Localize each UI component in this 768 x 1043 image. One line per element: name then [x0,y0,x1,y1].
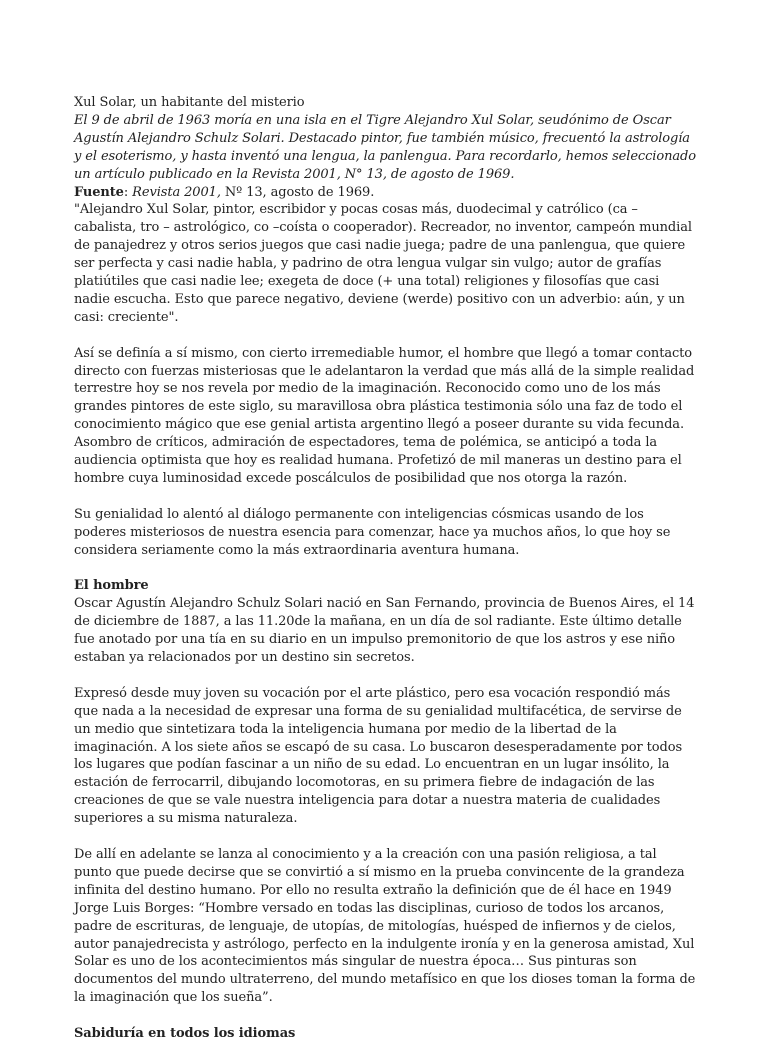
document-body [74,94,698,1043]
section-heading-el-hombre: El hombre [74,578,149,594]
body-paragraph: Así se definía a sí mismo, con cierto irremediable humor, el hombre que llegó a tomar contacto directo con fuerzas misteriosas que le adelantaron la verdad que más allá de la simple realidad terrestre hoy se nos revela por medio de la imaginación. Reconocido como uno de los más grandes pintores de este siglo, su maravillosa obra plástica testimonia sólo una faz de todo el conocimiento mágico que ese genial artista argentino llegó a poseer durante su vida fecunda. Asombro de críticos, admiración de espectadores, tema de polémica, se anticipó a toda la audiencia optimista que hoy es realidad humana. Profetizó de mil maneras un destino para el hombre cuya luminosidad excede poscálculos de posibilidad que nos otorga la razón. [74,345,695,487]
source-separator: : [123,184,133,200]
body-paragraph: Expresó desde muy joven su vocación por el arte plástico, pero esa vocación respondió más que nada a la necesidad de expresar una forma de su genialidad multifacética, de servirse de un medio que sintetizara toda la inteligencia humana por medio de la libertad de la imaginación. A los siete años se escapó de su casa. Lo buscaron desesperadamente por todos los lugares que podían fascinar a un niño de su edad. Lo encuentran en un lugar insólito, la estación de ferrocarril, dibujando locomotoras, en su primera fiebre de indagación de las creaciones de que se vale nuestra inteligencia para dotar a nuestra materia de cualidades superiores a su misma naturaleza. [74,685,683,827]
body-paragraph: Oscar Agustín Alejandro Schulz Solari nació en San Fernando, provincia de Buenos Aires, el 14 de diciembre de 1887, a las 11.20de la mañana, en un día de sol radiante. Este último detalle fue anotado por una tía en su diario en un impulso premonitorio de que los astros y ese niño estaban ya relacionados por un destino sin secretos. [74,596,695,666]
article-intro: El 9 de abril de 1963 moría en una isla en el Tigre Alejandro Xul Solar, seudónimo de Oscar Agustín Alejandro Schulz Solari. Destacado pintor, fue también músico, frecuentó la astrología y el esoterismo, y hasta inventó una lengua, la panlengua. Para recordarlo, hemos seleccionado un artículo publicado en la Revista 2001, N° 13, de agosto de 1969. [74,112,696,182]
source-line [74,184,698,202]
section-heading-sabiduria: Sabiduría en todos los idiomas [74,1026,296,1042]
source-publication: Revista 2001, [132,184,221,200]
body-paragraph: Su genialidad lo alentó al diálogo permanente con inteligencias cósmicas usando de los poderes misteriosos de nuestra esencia para comenzar, hace ya muchos años, lo que hoy se considera seriamente como la más extraordinaria aventura humana. [74,506,671,558]
article-title: Xul Solar, un habitante del misterio [74,95,305,110]
body-paragraph: De allí en adelante se lanza al conocimiento y a la creación con una pasión religiosa, a tal punto que puede decirse que se convirtió a sí mismo en la prueba convincente de la grandeza infinita del destino humano. Por ello no resulta extraño la definición que de él hace en 1949 Jorge Luis Borges: “Hombre versado en todas las disciplinas, curioso de todos los arcanos, padre de escrituras, de lenguaje, de utopías, de mitologías, huésped de infiernos y de cielos, autor panajedrecista y astrólogo, perfecto en la indulgente ironía y en la generosa amistad, Xul Solar es uno de los acontecimientos más singular de nuestra época… Sus pinturas son documentos del mundo ultraterreno, del mundo metafísico en que los dioses toman la forma de la imaginación que los sueña”. [74,846,696,1006]
source-details: Nº 13, agosto de 1969. [220,184,375,200]
self-definition-quote: "Alejandro Xul Solar, pintor, escribidor y pocas cosas más, duodecimal y catrólico (ca –cabalista, tro – astrológico, co –coísta o cooperador). Recreador, no inventor, campeón mundial de panajedrez y otros serios juegos que casi nadie juega; padre de una panlengua, que quiere ser perfecta y casi nadie habla, y padrino de otra lengua vulgar sin vulgo; autor de grafías platiútiles que casi nadie lee; exegeta de doce (+ una total) religiones y filosofías que casi nadie escucha. Esto que parece negativo, deviene (werde) positivo con un adverbio: aún, y un casi: creciente". [74,202,692,325]
source-label: Fuente [74,184,124,200]
